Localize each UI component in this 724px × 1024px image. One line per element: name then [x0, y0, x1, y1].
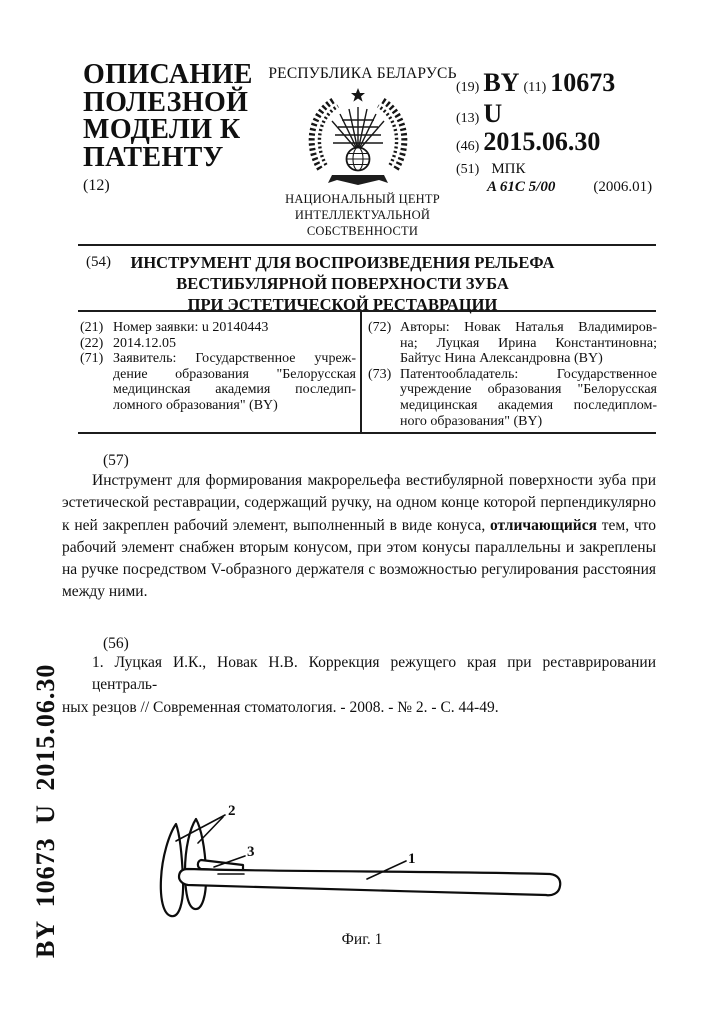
- kind-line: МОДЕЛИ К: [83, 114, 241, 145]
- publication-date: 2015.06.30: [483, 127, 601, 156]
- applicant-line: медицинская академия последип-: [113, 382, 356, 398]
- coat-of-arms-belarus-icon: [302, 87, 414, 189]
- horizontal-rule: [78, 432, 656, 434]
- figure-1-drawing: [130, 775, 620, 945]
- applicant-line: ломного образования" (BY): [113, 397, 278, 413]
- office-line: СОБСТВЕННОСТИ: [306, 224, 419, 238]
- figure-label-2: 2: [228, 803, 236, 819]
- document-kind-heading: [83, 61, 253, 171]
- patentee-line: медицинская академия последиплом-: [400, 397, 657, 413]
- abstract-line: между ними.: [62, 583, 148, 601]
- inid-code-73: (73): [368, 366, 392, 382]
- ipc-class: A 61C 5/00: [487, 179, 556, 195]
- figure-caption: Фиг. 1: [341, 931, 383, 948]
- citation-line: ных резцов // Современная стоматология. - 2008. - № 2. - С. 44-49.: [62, 698, 499, 716]
- kind-line: ПОЛЕЗНОЙ: [83, 86, 249, 118]
- abstract-bold-word: отличающийся: [490, 516, 597, 534]
- authors-line: Байтус Нина Александровна (BY): [400, 351, 603, 367]
- kind-code-row: [456, 99, 502, 129]
- biblio-right-column: [368, 320, 657, 429]
- office-line: НАЦИОНАЛЬНЫЙ ЦЕНТР: [285, 192, 440, 206]
- ipc-class-row: [487, 178, 652, 196]
- kind-code: U: [483, 99, 503, 128]
- kind-line: ПАТЕНТУ: [83, 141, 224, 173]
- title-line: ИНСТРУМЕНТ ДЛЯ ВОСПРОИЗВЕДЕНИЯ РЕЛЬЕФА: [130, 253, 555, 272]
- sidebar-publication-code: BY 10673 U 2015.06.30: [31, 663, 60, 958]
- abstract-line: Инструмент для формирования макрорельефа вестибулярной поверхности зуба при: [92, 472, 656, 489]
- office-line: ИНТЕЛЛЕКТУАЛЬНОЙ: [294, 208, 431, 222]
- inid-code-13: (13): [456, 111, 480, 126]
- abstract-segment: тем, что: [596, 516, 656, 534]
- inid-code-19: (19): [456, 80, 480, 95]
- kind-line: ОПИСАНИЕ: [83, 59, 253, 90]
- column-divider: [360, 311, 362, 433]
- figure-label-3: 3: [247, 844, 255, 860]
- country-code: BY: [483, 68, 520, 97]
- horizontal-rule: [78, 244, 656, 246]
- patentee-line: учреждение образования "Белорусская: [400, 382, 657, 398]
- inid-code-57: (57): [103, 452, 129, 469]
- citation-text: [62, 652, 656, 719]
- inid-code-12: (12): [83, 177, 110, 194]
- title-line: ВЕСТИБУЛЯРНОЙ ПОВЕРХНОСТИ ЗУБА: [176, 274, 509, 293]
- citation-line: 1. Луцкая И.К., Новак Н.В. Коррекция режущего края при реставрировании централь-: [92, 654, 656, 694]
- applicant-item: [80, 351, 356, 413]
- abstract-text: [62, 470, 656, 604]
- country-name: РЕСПУБЛИКА БЕЛАРУСЬ: [268, 65, 457, 82]
- biblio-left-column: [80, 320, 356, 414]
- title-line: ПРИ ЭСТЕТИЧЕСКОЙ РЕСТАВРАЦИИ: [187, 295, 498, 314]
- office-name: [250, 191, 475, 239]
- application-number: Номер заявки: u 20140443: [113, 320, 269, 335]
- authors-line: Авторы: Новак Наталья Владимиров-: [400, 320, 657, 335]
- filing-date-item: [80, 336, 356, 352]
- application-number-item: [80, 320, 356, 336]
- ipc-version: (2006.01): [593, 179, 653, 195]
- inid-code-46: (46): [456, 139, 480, 154]
- patentee-line: ного образования" (BY): [400, 413, 543, 429]
- abstract-line: рабочий элемент снабжен вторым конусом, при этом конусы параллельны и закреплены: [62, 538, 656, 556]
- inid-code-71: (71): [80, 351, 104, 367]
- inid-code-72: (72): [368, 320, 392, 335]
- patentee-line: Патентообладатель: Государственное: [400, 366, 657, 382]
- inid-code-56: (56): [103, 635, 129, 652]
- ipc-label-row: [456, 160, 526, 178]
- filing-date: 2014.12.05: [113, 335, 176, 351]
- inid-code-54: (54): [86, 254, 111, 270]
- inid-code-21: (21): [80, 320, 104, 335]
- abstract-line: эстетической реставрации, содержащий ручку, на одном конце которой перпендикулярно: [62, 494, 656, 512]
- abstract-segment: к ней закреплен рабочий элемент, выполненный в виде конуса,: [62, 516, 491, 534]
- authors-line: на; Луцкая Ирина Константиновна;: [400, 335, 657, 351]
- publication-number-row: [456, 68, 615, 98]
- authors-item: [368, 320, 657, 367]
- inid-code-11: (11): [523, 80, 547, 95]
- abstract-line: на ручке посредством V-образного держателя с возможностью регулирования расстояния: [62, 561, 656, 579]
- invention-title: [120, 252, 565, 315]
- patentee-item: [368, 367, 657, 429]
- ipc-label: МПК: [491, 161, 526, 177]
- applicant-line: Заявитель: Государственное учреж-: [113, 351, 356, 367]
- figure-label-1: 1: [408, 851, 416, 867]
- abstract-line: [62, 515, 656, 537]
- inid-code-51: (51): [456, 162, 480, 177]
- applicant-line: дение образования "Белорусская: [113, 366, 356, 382]
- inid-code-22: (22): [80, 335, 104, 351]
- publication-date-row: [456, 127, 600, 157]
- publication-number: 10673: [550, 68, 616, 97]
